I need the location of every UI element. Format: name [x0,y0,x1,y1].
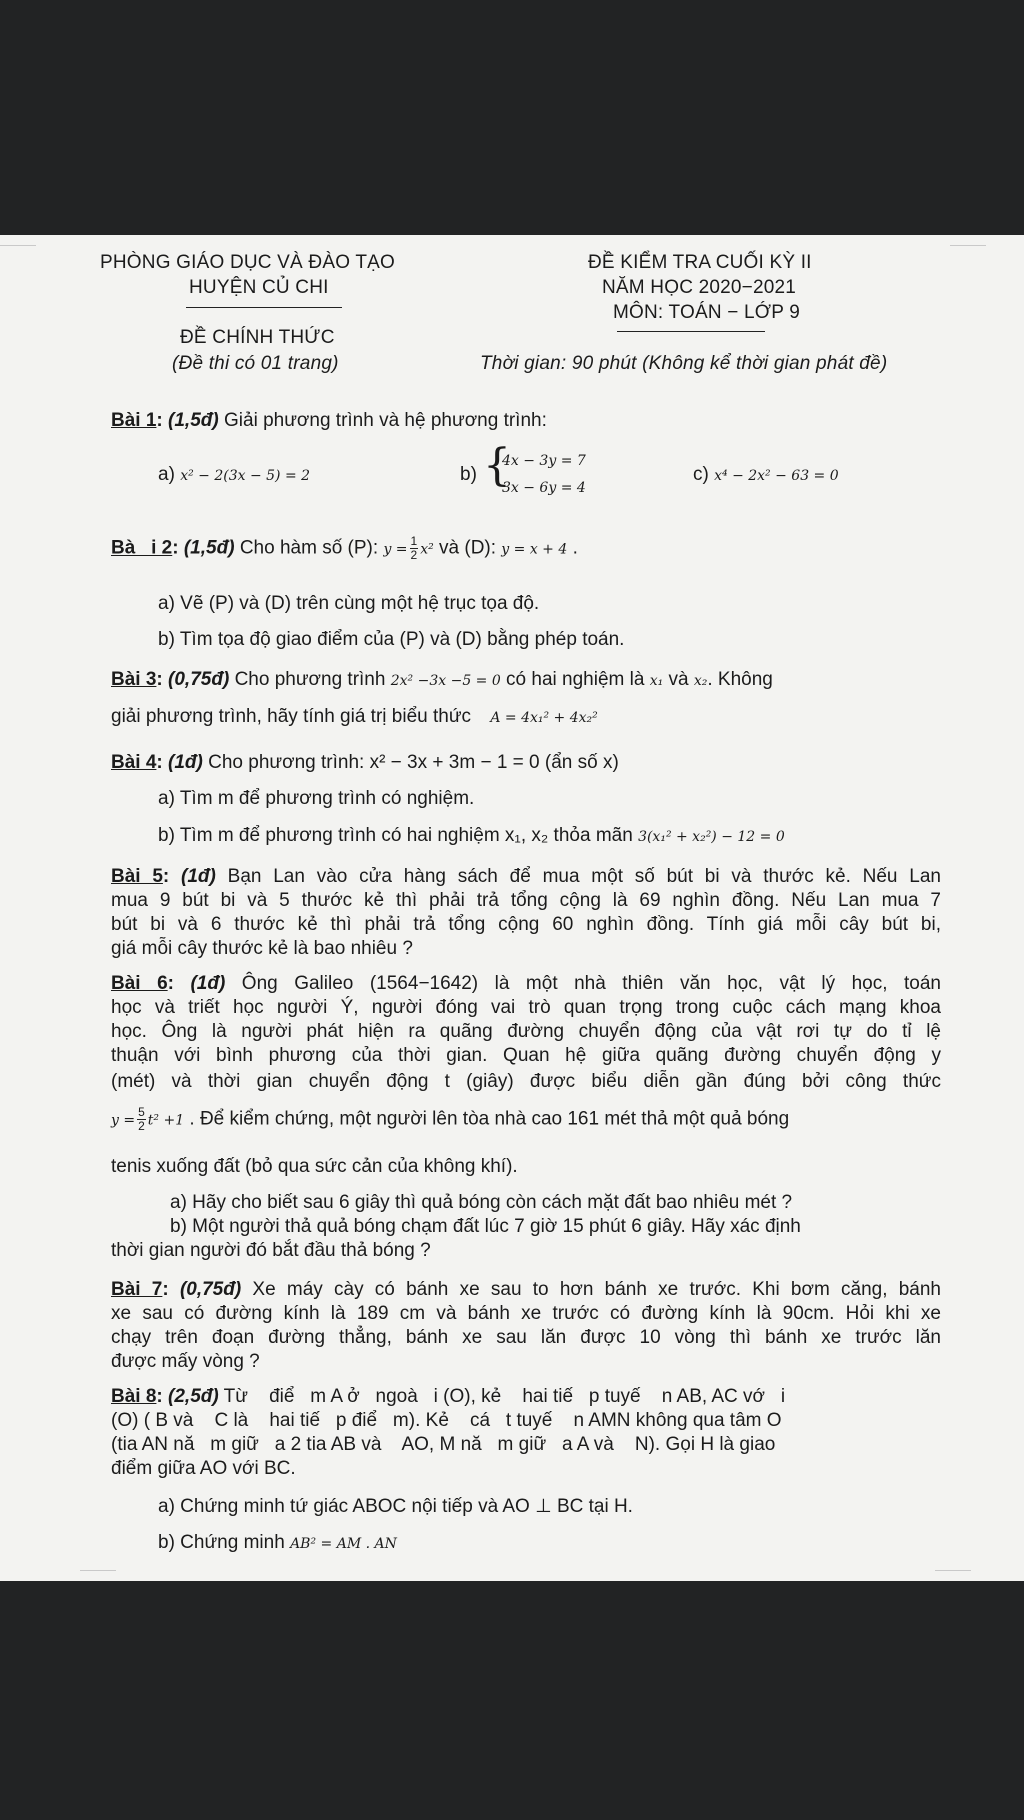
bai1-text: Giải phương trình và hệ phương trình: [224,410,547,431]
bai3-x1: x₁ [649,673,664,689]
bai3-expression: A = 4x₁² + 4x₂² [490,710,598,726]
header-divider [617,331,765,332]
bai6-line-2: học và triết học người Ý, người đóng vai trò quan trọng trong cuộc cách mạng khoa [111,997,941,1018]
bai4-label: Bài 4 [111,752,157,773]
bai4-points: (1đ) [168,752,203,773]
bai2-text: Cho hàm số (P): [239,537,379,559]
bai8-label: Bài 8 [111,1386,157,1407]
bai6-line-3: học. Ông là người phát hiện ra quãng đường chuyển động của vật rơi tự do tỉ lệ [111,1021,941,1042]
bai8-a: a) Chứng minh tứ giác ABOC nội tiếp và AO ⊥ BC tại H. [158,1496,633,1517]
bai4-text: Cho phương trình: x² − 3x + 3m − 1 = 0 (ẩn số x) [208,752,619,773]
district-name: HUYỆN CỦ CHI [189,277,329,298]
bai4-b-equation: 3(x₁² + x₂²) − 12 = 0 [638,829,785,845]
bai8-text: Từ điể m A ở ngoà i (O), kẻ hai tiế p tuyế n AB, AC vớ i [223,1386,786,1407]
bai6-b-1: b) Một người thả quả bóng chạm đất lúc 7 giờ 15 phút 6 giây. Hãy xác định [170,1216,801,1237]
bai6-formula-rhs: t² +1 [147,1112,185,1129]
bai3-question: giải phương trình, hãy tính giá trị biểu thức [111,706,472,727]
bottom-dark-band [0,1581,1024,1820]
fraction-denominator: 2 [138,1119,145,1133]
bai8-line-3: (tia AN nă m giữ a 2 tia AB và AO, M nă m giữ a A và N). Gọi H là giao [111,1434,776,1455]
bai1-c-equation: x⁴ − 2x² − 63 = 0 [714,468,839,484]
bai3-and: và [668,669,689,690]
bai7-line-2: xe sau có đường kính là 189 cm và bánh xe trước có đường kính là 90cm. Hỏi khi xe [111,1303,941,1324]
bai1-c-label: c) [693,464,709,485]
bai3-line-2 [111,705,598,730]
fraction-numerator: 5 [138,1105,145,1119]
bai6-b-2: thời gian người đó bắt đầu thả bóng ? [111,1240,431,1261]
bai5-points: (1đ) [181,866,216,887]
bai7-line-1: Bài 7: (0,75đ) Xe máy cày có bánh xe sau to hơn bánh xe trước. Khi bơm căng, bánh [111,1279,941,1300]
bai1-label: Bài 1 [111,410,157,431]
bai6-formula-line [111,1106,941,1133]
bai1-b-equation-2: 3x − 6y = 4 [502,480,586,496]
bai5-line-1: Bài 5: (1đ) Bạn Lan vào cửa hàng sách để mua một số bút bi và thước kẻ. Nếu Lan [111,866,941,887]
bai4-a: a) Tìm m để phương trình có nghiệm. [158,788,475,809]
bai6-points: (1đ) [190,973,226,994]
bai6-label: Bài 6 [111,973,168,994]
bai6-line-5: (mét) và thời gian chuyển động t (giây) được biểu diễn gần đúng bởi công thức [111,1071,941,1092]
bai1-b-equation-1: 4x − 3y = 7 [502,453,586,469]
bai2-p-rhs: x² [420,541,434,558]
bai8-b [158,1531,397,1556]
bai8-points: (2,5đ) [168,1386,219,1407]
bai3-line-1: Bài 3: (0,75đ) Cho phương trình 2x² −3x −5 = 0 có hai nghiệm là x₁ và x₂. Không [111,669,773,690]
bai6-text: Ông Galileo (1564−1642) là một nhà thiên văn học, vật lý học, toán [241,973,941,994]
time-note: Thời gian: 90 phút (Không kể thời gian phát đề) [480,353,888,374]
bai3-equation: 2x² −3x −5 = 0 [390,673,501,689]
bai1-title: Bài 1: (1,5đ) Giải phương trình và hệ phương trình: [111,410,547,431]
bai7-text: Xe máy cày có bánh xe sau to hơn bánh xe trước. Khi bơm căng, bánh [252,1279,941,1300]
bai2-d-equation: y = x + 4 [501,541,568,558]
bai5-line-3: bút bi và 6 thước kẻ thì phải trả tổng cộng 60 nghìn đồng. Tính giá mỗi cây bút bi, [111,914,941,935]
bai5-line-2: mua 9 bút bi và 5 thước kẻ thì phải trả tổng cộng là 69 nghìn đồng. Nếu Lan mua 7 [111,890,941,911]
bai2-p-lhs: y = [383,541,408,558]
system-brace: { [483,440,511,491]
bai6-line-1: Bài 6: (1đ) Ông Galileo (1564−1642) là một nhà thiên văn học, vật lý học, toán [111,973,941,994]
bai1-a [158,463,310,488]
page-corner-mark [80,1570,116,1571]
bai3-points: (0,75đ) [168,669,230,690]
subject-grade: MÔN: TOÁN − LỚP 9 [613,302,801,323]
bai5-text: Bạn Lan vào cửa hàng sách để mua một số bút bi và thước kẻ. Nếu Lan [227,866,941,887]
bai2-label: Bà i 2 [111,537,173,559]
top-dark-band [0,0,1024,235]
bai6-line-7: tenis xuống đất (bỏ qua sức cản của không khí). [111,1156,518,1177]
school-year: NĂM HỌC 2020−2021 [602,277,797,298]
bai5-label: Bài 5 [111,866,163,887]
page-corner-mark [935,1570,971,1571]
bai1-points: (1,5đ) [168,410,219,431]
bai2-b: b) Tìm tọa độ giao điểm của (P) và (D) bằng phép toán. [158,629,625,650]
fraction-denominator: 2 [410,548,418,562]
bai1-a-label: a) [158,464,175,485]
bai1-a-equation: x² − 2(3x − 5) = 2 [180,468,311,484]
bai4-title: Bài 4: (1đ) Cho phương trình: x² − 3x + 3m − 1 = 0 (ẩn số x) [111,752,619,773]
bai3-text-2: có hai nghiệm là [506,669,645,690]
bai8-line-1: Bài 8: (2,5đ) Từ điể m A ở ngoà i (O), kẻ hai tiế p tuyế n AB, AC vớ i [111,1386,786,1407]
bai4-b [158,824,785,849]
bai1-b-label: b) [460,464,477,485]
bai2-points: (1,5đ) [183,537,235,559]
bai2-text-2: và (D): [439,537,497,559]
bai2-title: Bà i 2: (1,5đ) Cho hàm số (P): y = $\frac{1}{2}$ x² và (D): y = x + 4 . [111,534,578,562]
bai8-line-4: điểm giữa AO với BC. [111,1458,296,1479]
pages-note: (Đề thi có 01 trang) [172,353,339,374]
bai8-b-text: b) Chứng minh [158,1532,285,1553]
bai2-a: a) Vẽ (P) và (D) trên cùng một hệ trục tọa độ. [158,593,540,614]
bai3-text-3: . Không [707,669,773,690]
bai6-a: a) Hãy cho biết sau 6 giây thì quả bóng còn cách mặt đất bao nhiêu mét ? [170,1192,793,1213]
department-name: PHÒNG GIÁO DỤC VÀ ĐÀO TẠO [100,252,395,273]
bai3-x2: x₂ [693,673,708,689]
bai7-label: Bài 7 [111,1279,163,1300]
bai6-line-4: thuận với bình phương của thời gian. Quan hệ giữa quãng đường chuyển động y [111,1045,941,1066]
bai8-line-2: (O) ( B và C là hai tiế p điể m). Kẻ cá t tuyế n AMN không qua tâm O [111,1410,782,1431]
bai5-line-4: giá mỗi cây thước kẻ là bao nhiêu ? [111,938,413,959]
bai4-b-text: b) Tìm m để phương trình có hai nghiệm x₁, x₂ thỏa mãn [158,825,633,846]
bai2-fraction [410,535,419,562]
exam-title: ĐỀ KIỂM TRA CUỐI KỲ II [588,252,812,273]
fraction-numerator: 1 [410,534,418,548]
exam-page [0,235,1024,1581]
page-corner-mark [950,245,986,246]
bai6-formula-lhs: y = [111,1112,136,1129]
bai7-line-4: được mấy vòng ? [111,1351,260,1372]
bai3-label: Bài 3 [111,669,157,690]
bai7-points: (0,75đ) [179,1279,242,1300]
bai2-period: . [572,537,578,559]
official-label: ĐỀ CHÍNH THỨC [180,327,335,348]
header-divider [186,307,342,308]
bai8-b-equation: AB² = AM . AN [290,1536,397,1552]
page-corner-mark [0,245,36,246]
bai6-line-6: . Để kiểm chứng, một người lên tòa nhà cao 161 mét thả một quả bóng [189,1108,790,1130]
bai7-line-3: chạy trên đoạn đường thẳng, bánh xe sau lăn được 10 vòng thì bánh xe trước lăn [111,1327,941,1348]
bai6-fraction [137,1106,146,1133]
bai1-c [693,463,839,488]
bai3-text: Cho phương trình [234,669,386,690]
